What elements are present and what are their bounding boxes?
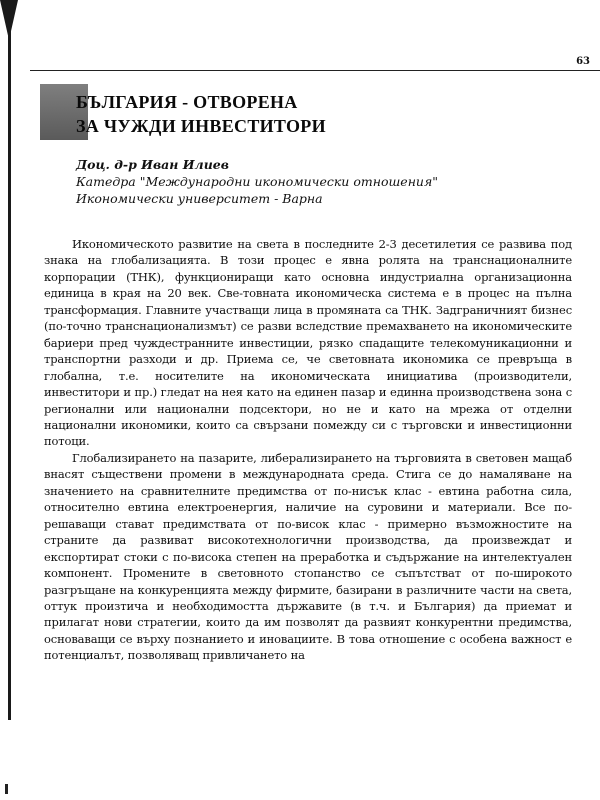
article-title-line-1: БЪЛГАРИЯ - ОТВОРЕНА [76,92,298,112]
author-name: Доц. д-р Иван Илиев [76,157,229,172]
paragraph-1: Икономическото развитие на света в последните 2-3 десетилетия се развива под знака на глобализацията. В този процес е явна ролята на транснационалните корпорации (ТНК), функциониращи като основна индустриална организационна единица в края на 20 век. Све-товната икономическа система е в процес на пълна трансформация. Главните участващи лица в промяната са ТНК. Задграничният бизнес (по-точно транснационализмът) се разви вследствие премахването на икономическите бариери пред чуждестранните инвестиции, рязко спадащите телекомуникационни и транспортни разходи и др. Приема се, че световната икономика се превръща в глобална, т.е. носителите на икономическата инициатива (производители, инвеститори и пр.) гледат на нея като на единен пазар и единна производствена зона с регионални или национални подсектори, но не и като на мрежа от отделни национални икономики, които са свързани помежду си с търговски и инвестиционни потоци. [44,237,572,449]
header-rule [30,70,600,71]
binding-mark [5,784,8,794]
article-body [44,236,572,664]
paragraph-2: Глобализирането на пазарите, либерализирането на търговията в световен мащаб внасят съществени промени в международната среда. Стига се до намаляване на значението на сравнителните предимства от по-нисък клас - евтина работна сила, относително евтина електроенергия, наличие на суровини и материали. Все по-решаващи стават предимствата от по-висок клас - примерно възможностите на страните да развиват високотехнологични производства, да произвеждат и експортират стоки с по-висока степен на преработка и съдържание на интелектуален компонент. Промените в световното стопанство се съпътстват от по-широкото разгръщане на конкуренцията между фирмите, базирани в различните части на света, оттук произтича и необходимостта държавите (в т.ч. и България) да приемат и прилагат нови стратегии, които да им позволят да развият конкурентни предимства, основаващи се върху познанието и иновациите. В това отношение с особена важност е потенциалът, позволяващ привличането на [44,450,572,663]
article-title-line-2: ЗА ЧУЖДИ ИНВЕСТИТОРИ [76,116,326,136]
binding-flare [0,0,18,40]
page-number: 63 [576,56,590,67]
binding-rule [8,30,11,720]
title-block [40,84,580,144]
author-block [76,156,586,207]
author-university: Икономически университет - Варна [76,191,323,206]
author-department: Катедра "Международни икономически отношения" [76,174,439,189]
